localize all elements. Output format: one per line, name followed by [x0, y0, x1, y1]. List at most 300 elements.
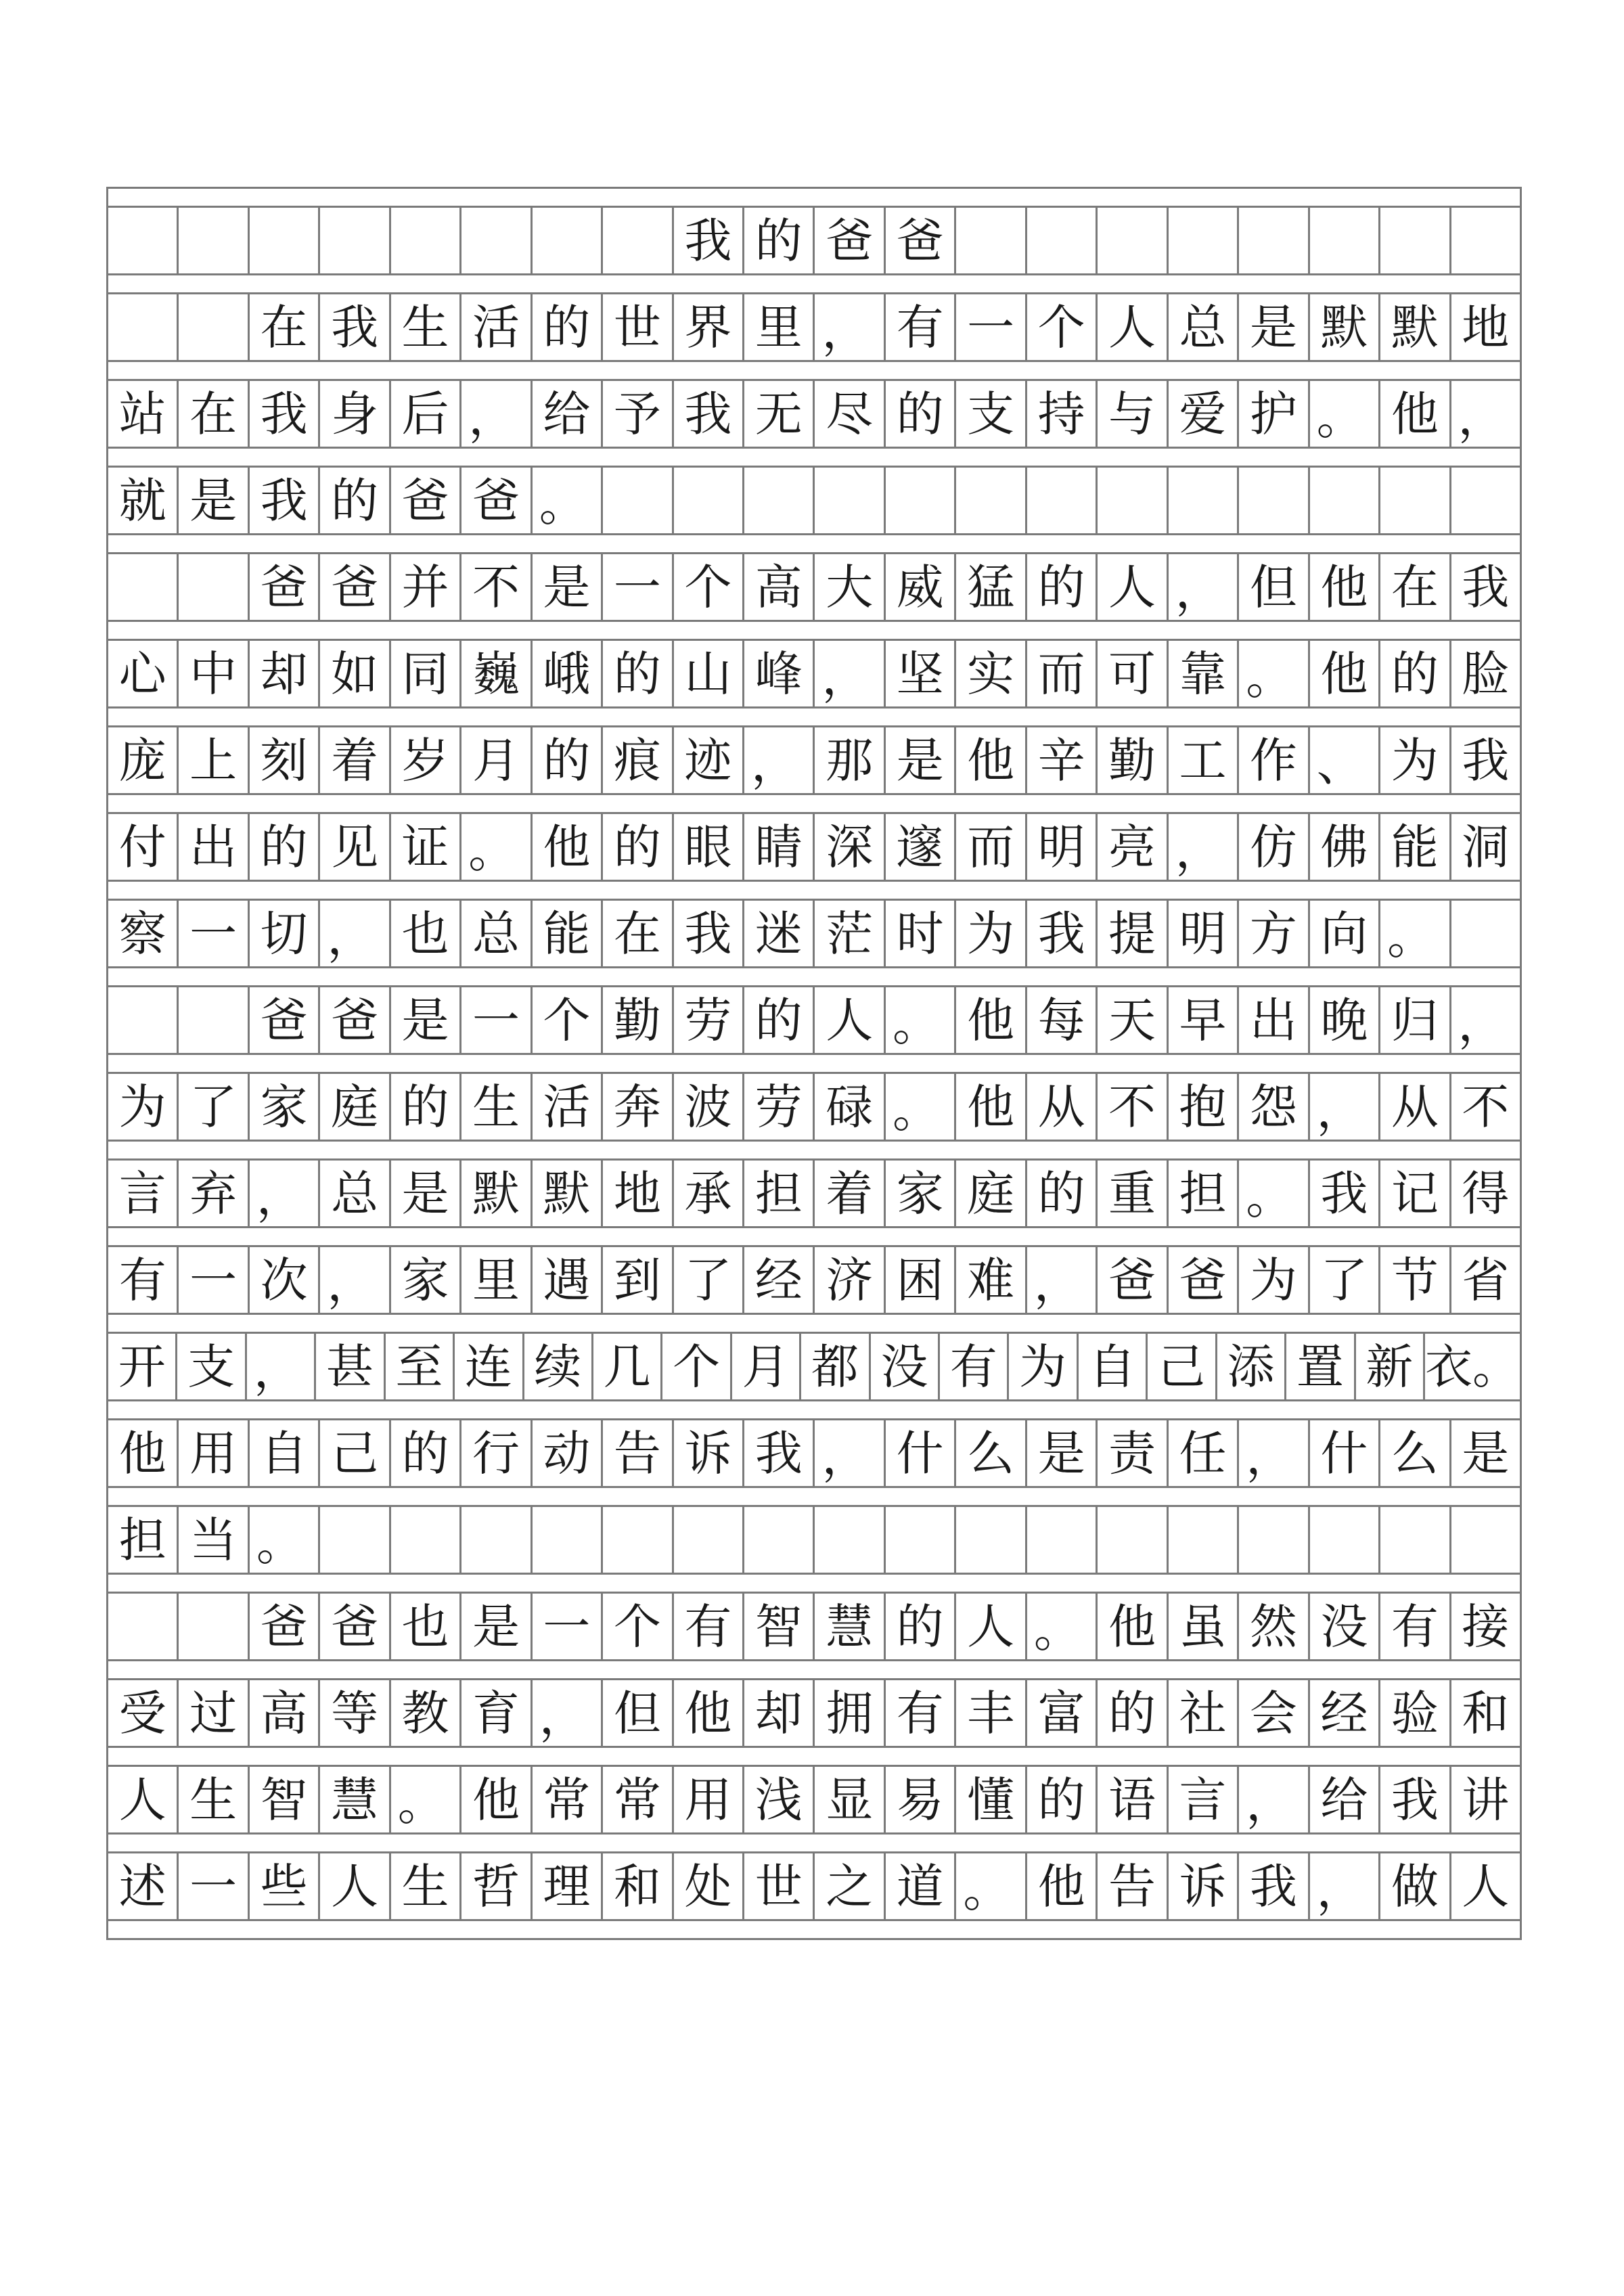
grid-cell: 猛 — [956, 554, 1027, 620]
grid-cell: 当 — [179, 1507, 249, 1573]
grid-cell: 庭 — [320, 1074, 390, 1140]
grid-cell — [1310, 208, 1380, 273]
grid-cell: 上 — [179, 727, 249, 793]
row-spacer — [106, 362, 1522, 381]
grid-cell: 个 — [662, 1334, 731, 1399]
grid-cell: 默 — [533, 1161, 603, 1226]
grid-cell: 家 — [391, 1247, 461, 1313]
grid-cell: 讲 — [1451, 1767, 1522, 1832]
grid-cell: 没 — [1310, 1594, 1380, 1659]
grid-cell — [1380, 468, 1451, 533]
grid-cell: 语 — [1098, 1767, 1168, 1832]
grid-cell — [1239, 468, 1309, 533]
grid-cell: 有 — [1380, 1594, 1451, 1659]
text-row — [106, 1767, 1522, 1834]
grid-cell: 什 — [1310, 1420, 1380, 1486]
row-spacer — [106, 1748, 1522, 1767]
grid-cell: 默 — [1380, 294, 1451, 360]
grid-cell: ， — [1239, 1420, 1309, 1486]
grid-cell: 峰 — [744, 641, 815, 706]
grid-cell: 诉 — [674, 1420, 744, 1486]
grid-cell: 爸 — [250, 987, 320, 1053]
grid-cell: 能 — [533, 901, 603, 966]
grid-cell — [1098, 468, 1168, 533]
grid-cell: 他 — [461, 1767, 532, 1832]
grid-cell: 波 — [674, 1074, 744, 1140]
row-spacer — [106, 535, 1522, 554]
grid-cell: 地 — [1451, 294, 1522, 360]
grid-cell: 开 — [108, 1334, 177, 1399]
grid-cell: ， — [247, 1334, 316, 1399]
grid-cell: 他 — [1098, 1594, 1168, 1659]
grid-cell: ， — [1027, 1247, 1098, 1313]
grid-cell: 人 — [815, 987, 885, 1053]
grid-cell: 作 — [1239, 727, 1309, 793]
grid-cell — [956, 468, 1027, 533]
grid-cell: 至 — [386, 1334, 455, 1399]
grid-cell: 难 — [956, 1247, 1027, 1313]
grid-cell: 担 — [108, 1507, 179, 1573]
grid-cell: 予 — [603, 381, 673, 447]
grid-cell: 然 — [1239, 1594, 1309, 1659]
grid-cell: 为 — [1009, 1334, 1078, 1399]
grid-cell: 述 — [108, 1853, 179, 1919]
grid-cell: 证 — [391, 814, 461, 880]
row-spacer — [106, 622, 1522, 641]
grid-cell: 为 — [1239, 1247, 1309, 1313]
grid-cell — [1310, 1507, 1380, 1573]
grid-cell: 辛 — [1027, 727, 1098, 793]
grid-cell: 。 — [956, 1853, 1027, 1919]
grid-cell: 一 — [603, 554, 673, 620]
grid-cell: 重 — [1098, 1161, 1168, 1226]
grid-cell: 续 — [524, 1334, 593, 1399]
grid-cell — [1451, 1507, 1522, 1573]
grid-cell: 坚 — [886, 641, 956, 706]
grid-cell: 济 — [815, 1247, 885, 1313]
row-spacer — [106, 1055, 1522, 1074]
grid-cell — [674, 468, 744, 533]
grid-cell: 中 — [179, 641, 249, 706]
grid-cell: 茫 — [815, 901, 885, 966]
grid-cell: ， — [1169, 814, 1239, 880]
grid-cell: 行 — [461, 1420, 532, 1486]
text-row — [106, 901, 1522, 968]
grid-cell: 添 — [1217, 1334, 1286, 1399]
grid-cell: 的 — [391, 1420, 461, 1486]
grid-cell: 懂 — [956, 1767, 1027, 1832]
grid-cell: 拥 — [815, 1680, 885, 1746]
grid-cell: 从 — [1027, 1074, 1098, 1140]
grid-cell — [1027, 208, 1098, 273]
grid-cell: 有 — [886, 1680, 956, 1746]
grid-cell: 同 — [391, 641, 461, 706]
grid-cell: 巍 — [461, 641, 532, 706]
grid-cell — [744, 468, 815, 533]
grid-cell: 自 — [1079, 1334, 1148, 1399]
grid-cell: 也 — [391, 1594, 461, 1659]
grid-cell — [108, 294, 179, 360]
grid-cell: 高 — [744, 554, 815, 620]
grid-cell: 在 — [603, 901, 673, 966]
grid-cell: 有 — [674, 1594, 744, 1659]
grid-cell: 迹 — [674, 727, 744, 793]
grid-cell: 早 — [1169, 987, 1239, 1053]
grid-cell: 刻 — [250, 727, 320, 793]
grid-cell: 护 — [1239, 381, 1309, 447]
grid-cell: 抱 — [1169, 1074, 1239, 1140]
grid-cell — [108, 1594, 179, 1659]
grid-cell: 生 — [391, 294, 461, 360]
grid-cell: 了 — [674, 1247, 744, 1313]
row-spacer — [106, 1401, 1522, 1420]
grid-cell — [744, 1507, 815, 1573]
text-row — [106, 1507, 1522, 1575]
grid-cell: 。 — [1239, 1161, 1309, 1226]
grid-cell — [533, 1507, 603, 1573]
grid-cell: 教 — [391, 1680, 461, 1746]
grid-cell: 总 — [461, 901, 532, 966]
grid-cell: 爱 — [1169, 381, 1239, 447]
grid-cell: 与 — [1098, 381, 1168, 447]
grid-cell: 家 — [886, 1161, 956, 1226]
grid-cell: 、 — [1310, 727, 1380, 793]
grid-cell — [603, 208, 673, 273]
grid-cell: 邃 — [886, 814, 956, 880]
grid-cell — [1451, 208, 1522, 273]
grid-cell: 一 — [533, 1594, 603, 1659]
text-row — [106, 1161, 1522, 1228]
row-spacer — [106, 1488, 1522, 1507]
grid-cell: 己 — [1148, 1334, 1217, 1399]
grid-cell: 碌 — [815, 1074, 885, 1140]
grid-cell — [815, 1507, 885, 1573]
grid-cell: 验 — [1380, 1680, 1451, 1746]
grid-cell: 爸 — [1169, 1247, 1239, 1313]
grid-cell: 方 — [1239, 901, 1309, 966]
grid-cell: 新 — [1356, 1334, 1425, 1399]
grid-cell: 亮 — [1098, 814, 1168, 880]
grid-cell: 他 — [1310, 554, 1380, 620]
grid-cell: 处 — [674, 1853, 744, 1919]
grid-cell: 月 — [461, 727, 532, 793]
grid-cell: 的 — [1380, 641, 1451, 706]
row-spacer — [106, 1228, 1522, 1247]
grid-cell: 他 — [1310, 641, 1380, 706]
grid-cell: 出 — [1239, 987, 1309, 1053]
grid-cell: 虽 — [1169, 1594, 1239, 1659]
row-spacer — [106, 968, 1522, 987]
grid-cell: 哲 — [461, 1853, 532, 1919]
grid-cell — [886, 1507, 956, 1573]
grid-cell: 我 — [1310, 1161, 1380, 1226]
grid-cell: 天 — [1098, 987, 1168, 1053]
grid-cell — [1239, 1507, 1309, 1573]
grid-cell: 什 — [886, 1420, 956, 1486]
grid-cell: 迷 — [744, 901, 815, 966]
row-spacer — [106, 882, 1522, 901]
grid-cell: 置 — [1286, 1334, 1355, 1399]
grid-cell: 诉 — [1169, 1853, 1239, 1919]
grid-cell: 不 — [1098, 1074, 1168, 1140]
grid-cell: 常 — [603, 1767, 673, 1832]
grid-cell — [461, 1507, 532, 1573]
grid-cell: 人 — [320, 1853, 390, 1919]
text-row — [106, 1594, 1522, 1661]
row-spacer — [106, 1834, 1522, 1853]
grid-cell: 尽 — [815, 381, 885, 447]
grid-cell: 靠 — [1169, 641, 1239, 706]
grid-cell — [1380, 1507, 1451, 1573]
grid-cell: 生 — [391, 1853, 461, 1919]
grid-cell: 我 — [1451, 727, 1522, 793]
grid-cell: 爸 — [320, 987, 390, 1053]
row-spacer — [106, 795, 1522, 814]
grid-cell: 用 — [179, 1420, 249, 1486]
grid-cell: 那 — [815, 727, 885, 793]
grid-cell: 爸 — [320, 1594, 390, 1659]
grid-cell: 理 — [533, 1853, 603, 1919]
grid-cell: 睛 — [744, 814, 815, 880]
text-row — [106, 294, 1522, 362]
grid-cell — [179, 294, 249, 360]
grid-cell: 任 — [1169, 1420, 1239, 1486]
grid-cell: 慧 — [320, 1767, 390, 1832]
grid-cell: ， — [1310, 1853, 1380, 1919]
grid-cell: 的 — [250, 814, 320, 880]
grid-cell: 的 — [533, 727, 603, 793]
grid-cell: 几 — [593, 1334, 662, 1399]
grid-cell: 岁 — [391, 727, 461, 793]
grid-cell: ， — [815, 294, 885, 360]
grid-cell: 为 — [1380, 727, 1451, 793]
grid-cell: 动 — [533, 1420, 603, 1486]
grid-cell: 他 — [674, 1680, 744, 1746]
grid-cell: 个 — [603, 1594, 673, 1659]
grid-cell: ， — [250, 1161, 320, 1226]
grid-cell: 爸 — [250, 1594, 320, 1659]
grid-cell: 身 — [320, 381, 390, 447]
grid-cell — [391, 1507, 461, 1573]
grid-cell: ， — [815, 641, 885, 706]
row-spacer — [106, 1661, 1522, 1680]
grid-cell: 一 — [179, 1247, 249, 1313]
grid-cell: 人 — [1098, 294, 1168, 360]
grid-cell: 他 — [956, 1074, 1027, 1140]
grid-cell: 的 — [744, 987, 815, 1053]
grid-cell: 时 — [886, 901, 956, 966]
grid-cell: 奔 — [603, 1074, 673, 1140]
grid-cell: 是 — [1027, 1420, 1098, 1486]
grid-cell: ， — [533, 1680, 603, 1746]
grid-cell: 人 — [1098, 554, 1168, 620]
grid-cell: 的 — [603, 814, 673, 880]
grid-cell: 归 — [1380, 987, 1451, 1053]
grid-cell: 他 — [1027, 1853, 1098, 1919]
grid-cell: 付 — [108, 814, 179, 880]
grid-cell: 没 — [871, 1334, 940, 1399]
grid-cell: 个 — [533, 987, 603, 1053]
row-spacer — [106, 1142, 1522, 1161]
grid-cell — [108, 208, 179, 273]
grid-cell: 为 — [108, 1074, 179, 1140]
grid-cell: 。 — [1239, 641, 1309, 706]
grid-cell: 是 — [1239, 294, 1309, 360]
grid-cell — [1239, 208, 1309, 273]
grid-cell: 。 — [461, 814, 532, 880]
grid-cell — [391, 208, 461, 273]
text-row — [106, 1420, 1522, 1488]
grid-cell: 育 — [461, 1680, 532, 1746]
grid-cell: 爸 — [391, 468, 461, 533]
grid-cell: 。 — [886, 987, 956, 1053]
grid-cell: 他 — [533, 814, 603, 880]
grid-cell: 家 — [250, 1074, 320, 1140]
grid-cell: 言 — [1169, 1767, 1239, 1832]
grid-cell: 眼 — [674, 814, 744, 880]
grid-cell: 我 — [1239, 1853, 1309, 1919]
grid-cell: 在 — [1380, 554, 1451, 620]
grid-cell: 活 — [461, 294, 532, 360]
grid-cell: 省 — [1451, 1247, 1522, 1313]
grid-cell: 人 — [956, 1594, 1027, 1659]
title-row — [106, 208, 1522, 275]
grid-cell — [956, 1507, 1027, 1573]
grid-cell — [1451, 901, 1522, 966]
grid-cell: 威 — [886, 554, 956, 620]
grid-cell: 用 — [674, 1767, 744, 1832]
grid-cell: 我 — [1027, 901, 1098, 966]
grid-cell: 世 — [744, 1853, 815, 1919]
grid-cell: 实 — [956, 641, 1027, 706]
row-spacer — [106, 449, 1522, 468]
text-row — [106, 814, 1522, 882]
grid-cell: 担 — [744, 1161, 815, 1226]
text-row — [106, 1680, 1522, 1748]
grid-cell: 脸 — [1451, 641, 1522, 706]
grid-cell: 都 — [801, 1334, 870, 1399]
grid-cell: 后 — [391, 381, 461, 447]
grid-cell: 会 — [1239, 1680, 1309, 1746]
grid-cell: 庞 — [108, 727, 179, 793]
grid-cell: 是 — [179, 468, 249, 533]
grid-cell: ， — [1239, 1767, 1309, 1832]
grid-cell — [179, 1594, 249, 1659]
text-row — [106, 1334, 1522, 1401]
grid-cell: 我 — [744, 1420, 815, 1486]
grid-cell: 切 — [250, 901, 320, 966]
grid-cell: 的 — [1027, 554, 1098, 620]
grid-cell: 但 — [1239, 554, 1309, 620]
grid-cell: 显 — [815, 1767, 885, 1832]
grid-cell — [674, 1507, 744, 1573]
grid-cell: 一 — [956, 294, 1027, 360]
grid-cell: 晚 — [1310, 987, 1380, 1053]
grid-cell: 我 — [250, 381, 320, 447]
grid-cell: 支 — [177, 1334, 246, 1399]
grid-cell: 的 — [1027, 1161, 1098, 1226]
grid-cell: 一 — [179, 901, 249, 966]
grid-cell: 社 — [1169, 1680, 1239, 1746]
grid-cell: 生 — [461, 1074, 532, 1140]
grid-cell: 人 — [108, 1767, 179, 1832]
grid-cell: 是 — [391, 987, 461, 1053]
grid-cell: 浅 — [744, 1767, 815, 1832]
grid-cell: ， — [744, 727, 815, 793]
grid-cell: 着 — [320, 727, 390, 793]
grid-cell — [1098, 208, 1168, 273]
grid-cell: 劳 — [744, 1074, 815, 1140]
grid-cell: ， — [1169, 554, 1239, 620]
grid-cell: ， — [461, 381, 532, 447]
grid-cell — [320, 1507, 390, 1573]
grid-cell: 是 — [533, 554, 603, 620]
grid-cell: 山 — [674, 641, 744, 706]
text-row — [106, 641, 1522, 708]
grid-cell: 么 — [956, 1420, 1027, 1486]
text-row — [106, 381, 1522, 449]
grid-cell: ， — [1310, 1074, 1380, 1140]
grid-cell: 勤 — [603, 987, 673, 1053]
grid-cell: 之 — [815, 1853, 885, 1919]
text-row — [106, 987, 1522, 1055]
grid-cell — [108, 554, 179, 620]
grid-cell: 常 — [533, 1767, 603, 1832]
grid-cell — [1380, 208, 1451, 273]
grid-cell: 他 — [956, 987, 1027, 1053]
grid-cell — [179, 208, 249, 273]
grid-cell: 做 — [1380, 1853, 1451, 1919]
grid-cell — [320, 208, 390, 273]
grid-cell: 而 — [1027, 641, 1098, 706]
grid-cell: 庭 — [956, 1161, 1027, 1226]
grid-cell: 无 — [744, 381, 815, 447]
row-spacer — [106, 1315, 1522, 1334]
grid-cell: 和 — [1451, 1680, 1522, 1746]
grid-cell: 如 — [320, 641, 390, 706]
text-row — [106, 554, 1522, 622]
grid-cell: 从 — [1380, 1074, 1451, 1140]
grid-cell: 经 — [744, 1247, 815, 1313]
grid-cell: 爸 — [250, 554, 320, 620]
grid-cell: 痕 — [603, 727, 673, 793]
grid-cell: 受 — [108, 1680, 179, 1746]
grid-cell — [1169, 1507, 1239, 1573]
grid-cell: 么 — [1380, 1420, 1451, 1486]
grid-cell: 勤 — [1098, 727, 1168, 793]
grid-cell: 他 — [956, 727, 1027, 793]
grid-cell: 着 — [815, 1161, 885, 1226]
grid-cell: 生 — [179, 1767, 249, 1832]
grid-cell: 却 — [250, 641, 320, 706]
grid-cell: 总 — [320, 1161, 390, 1226]
grid-cell: 富 — [1027, 1680, 1098, 1746]
grid-cell: 有 — [940, 1334, 1009, 1399]
grid-cell: 言 — [108, 1161, 179, 1226]
grid-cell: 的 — [533, 294, 603, 360]
grid-cell: ， — [1451, 381, 1522, 447]
grid-cell: 的 — [320, 468, 390, 533]
grid-cell: 得 — [1451, 1161, 1522, 1226]
grid-cell — [533, 208, 603, 273]
grid-cell — [1310, 468, 1380, 533]
grid-cell: 深 — [815, 814, 885, 880]
grid-cell: 明 — [1169, 901, 1239, 966]
grid-cell: 界 — [674, 294, 744, 360]
grid-cell: 次 — [250, 1247, 320, 1313]
grid-cell: 节 — [1380, 1247, 1451, 1313]
grid-cell: 告 — [1098, 1853, 1168, 1919]
